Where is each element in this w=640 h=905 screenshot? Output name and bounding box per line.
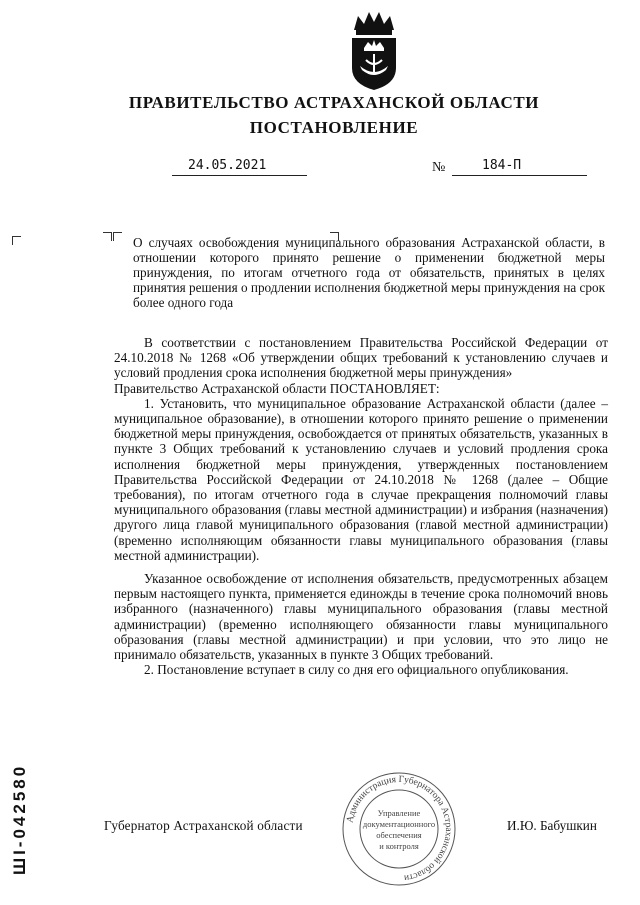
corner-mark-left	[12, 236, 21, 245]
document-number: 184-П	[482, 158, 522, 173]
stamp-line-2: документационного	[362, 819, 436, 829]
number-underline	[452, 175, 587, 176]
corner-mark-subject-left-a	[103, 232, 112, 241]
preamble-paragraph: В соответствии с постановлением Правительства Российской Федерации от 24.10.2018 № 1268 «Об утверждении общих требований к установлению случаев и условий продления срока исполнения бюджетной меры принуждения»	[114, 335, 608, 381]
stamp-ring-text: Администрация Губернатора Астраханской области	[345, 774, 454, 883]
stamp-line-4: и контроля	[379, 841, 419, 851]
stamp-line-3: обеспечения	[376, 830, 422, 840]
document-date: 24.05.2021	[188, 158, 267, 173]
document-type: ПОСТАНОВЛЕНИЕ	[249, 118, 419, 137]
document-subject: О случаях освобождения муниципального образования Астраханской области, в отношении которого принято решение о применении бюджетной меры принуждения, по итогам отчетного года от обязательств, принятых в целях принятия решения о продлении исполнения бюджетной меры принуждения на срок более одного года	[133, 235, 605, 310]
signer-position: Губернатор Астраханской области	[104, 818, 303, 833]
resolves-line: Правительство Астраханской области ПОСТАНОВЛЯЕТ:	[114, 380, 440, 396]
serial-number: ШІ-042580	[10, 763, 29, 875]
corner-mark-subject-left-b	[113, 232, 122, 241]
number-sign: №	[432, 160, 446, 175]
official-stamp	[340, 770, 458, 888]
signer-name: И.Ю. Бабушкин	[507, 818, 597, 833]
coat-of-arms-icon	[348, 8, 400, 92]
stamp-line-1: Управление	[377, 808, 421, 818]
item-1-paragraph: 1. Установить, что муниципальное образование Астраханской области (далее – муниципальное образование), в отношении которого принято решение о применении бюджетной меры принуждения, освобождается от принятых обязательств, указанных в пункте 3 Общих требований к установлению случаев и условий продления срока исполнения бюджетной меры принуждения, утвержденных постановлением Правительства Российской Федерации от 24.10.2018 № 1268 (далее – Общие требования), по итогам отчетного года в случае прекращения полномочий главы муниципального образования (главы местной администрации) и избрания (назначения) другого лица главой муниципального образования (главой местной администрации) (временно исполняющим обязанности главы муниципального образования (главы местной администрации).	[114, 395, 608, 563]
item-2-paragraph: 2. Постановление вступает в силу со дня его официального опубликования.	[144, 662, 569, 678]
government-title: ПРАВИТЕЛЬСТВО АСТРАХАНСКОЙ ОБЛАСТИ	[128, 93, 540, 112]
date-underline	[172, 175, 307, 176]
item-1-continuation-paragraph: Указанное освобождение от исполнения обязательств, предусмотренных абзацем первым настоящего пункта, применяется единожды в течение срока полномочий вновь избранного (назначенного) главы муниципального образования (главы местной администрации) (временно исполняющего обязанности главы муниципального образования (главы местной администрации) и при условии, что это лицо не принимало обязательств, указанных в пункте 3 Общих требований.	[114, 571, 608, 663]
document-body	[114, 335, 608, 677]
